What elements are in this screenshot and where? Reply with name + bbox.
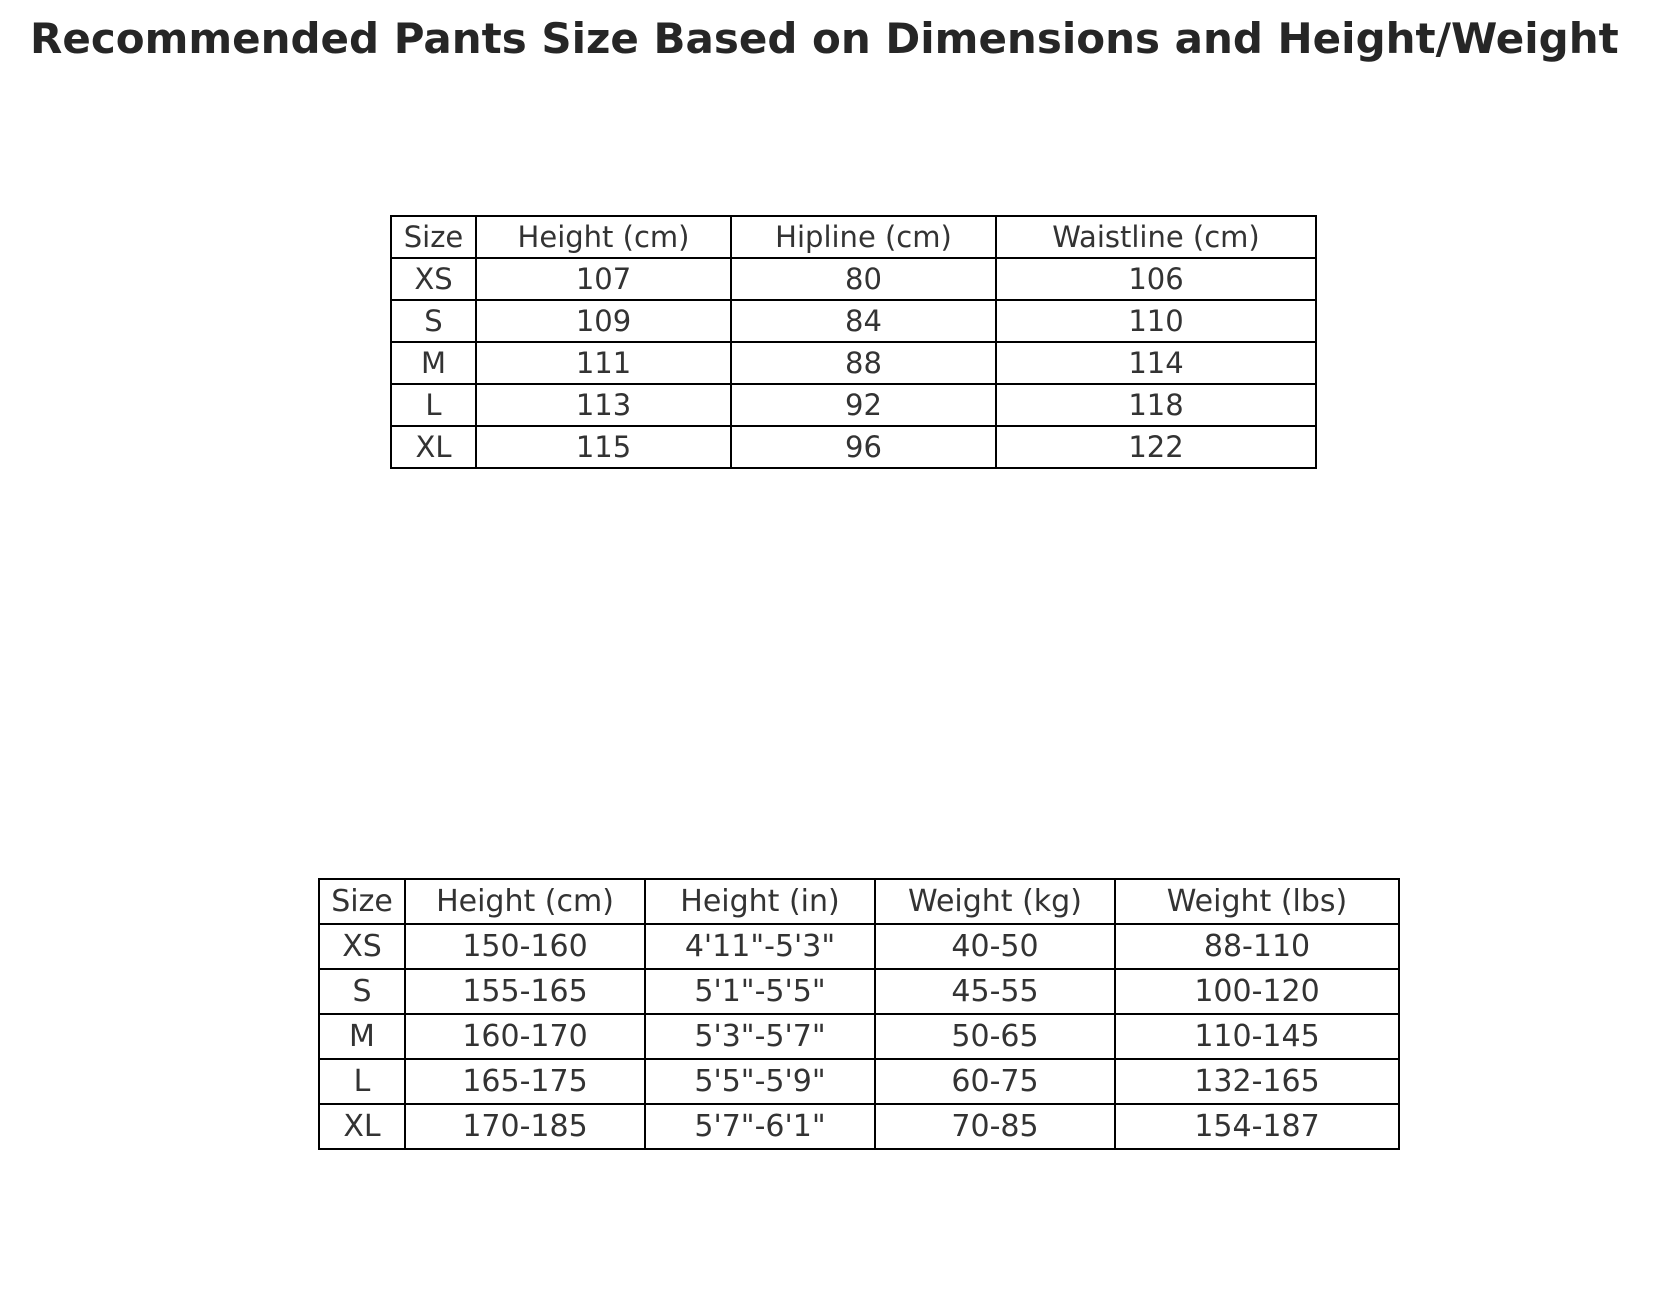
table-cell: 154-187: [1115, 1104, 1399, 1149]
column-header: Size: [391, 216, 476, 258]
table-cell: 160-170: [405, 1014, 645, 1059]
table-cell: 5'5"-5'9": [645, 1059, 875, 1104]
column-header: Height (in): [645, 879, 875, 924]
table-cell: M: [391, 342, 476, 384]
table-cell: 110: [996, 300, 1316, 342]
table-row: [391, 384, 1316, 426]
table-cell: 111: [476, 342, 731, 384]
table-cell: 118: [996, 384, 1316, 426]
table-cell: 115: [476, 426, 731, 468]
table-cell: XS: [319, 924, 405, 969]
dimensions-table: [390, 215, 1317, 469]
table-cell: L: [319, 1059, 405, 1104]
table-row: [319, 1014, 1399, 1059]
column-header: Hipline (cm): [731, 216, 996, 258]
table-row: [319, 924, 1399, 969]
table-row: [319, 1104, 1399, 1149]
table-cell: 150-160: [405, 924, 645, 969]
table-row: [319, 1059, 1399, 1104]
table-cell: XL: [391, 426, 476, 468]
table-cell: 110-145: [1115, 1014, 1399, 1059]
column-header: Weight (lbs): [1115, 879, 1399, 924]
table-cell: 4'11"-5'3": [645, 924, 875, 969]
table-cell: 88: [731, 342, 996, 384]
table-row: [391, 426, 1316, 468]
table-cell: 92: [731, 384, 996, 426]
column-header: Waistline (cm): [996, 216, 1316, 258]
table-cell: 107: [476, 258, 731, 300]
table-cell: 109: [476, 300, 731, 342]
table-cell: 165-175: [405, 1059, 645, 1104]
table-cell: 88-110: [1115, 924, 1399, 969]
table-cell: 106: [996, 258, 1316, 300]
table-cell: 122: [996, 426, 1316, 468]
table-cell: S: [391, 300, 476, 342]
table-cell: 45-55: [875, 969, 1115, 1014]
table-cell: 170-185: [405, 1104, 645, 1149]
table-cell: 132-165: [1115, 1059, 1399, 1104]
figure-title: Recommended Pants Size Based on Dimensions and Height/Weight: [30, 14, 1619, 63]
column-header: Size: [319, 879, 405, 924]
column-header: Weight (kg): [875, 879, 1115, 924]
table-row: [391, 342, 1316, 384]
height-weight-table: [318, 878, 1400, 1150]
table-cell: 50-65: [875, 1014, 1115, 1059]
table-cell: 70-85: [875, 1104, 1115, 1149]
table-row: [319, 969, 1399, 1014]
table-cell: 5'3"-5'7": [645, 1014, 875, 1059]
table-cell: 100-120: [1115, 969, 1399, 1014]
column-header: Height (cm): [405, 879, 645, 924]
column-header: Height (cm): [476, 216, 731, 258]
table-cell: 114: [996, 342, 1316, 384]
table-cell: 40-50: [875, 924, 1115, 969]
table-row: [391, 258, 1316, 300]
table-row: [391, 300, 1316, 342]
table-cell: 96: [731, 426, 996, 468]
table-cell: 80: [731, 258, 996, 300]
table-cell: XS: [391, 258, 476, 300]
table-cell: S: [319, 969, 405, 1014]
table-cell: M: [319, 1014, 405, 1059]
table-cell: L: [391, 384, 476, 426]
table-cell: 113: [476, 384, 731, 426]
dimensions-table-header-row: [391, 216, 1316, 258]
table-cell: 155-165: [405, 969, 645, 1014]
height-weight-table-header-row: [319, 879, 1399, 924]
table-cell: 60-75: [875, 1059, 1115, 1104]
table-cell: 5'1"-5'5": [645, 969, 875, 1014]
table-cell: XL: [319, 1104, 405, 1149]
table-cell: 5'7"-6'1": [645, 1104, 875, 1149]
table-cell: 84: [731, 300, 996, 342]
